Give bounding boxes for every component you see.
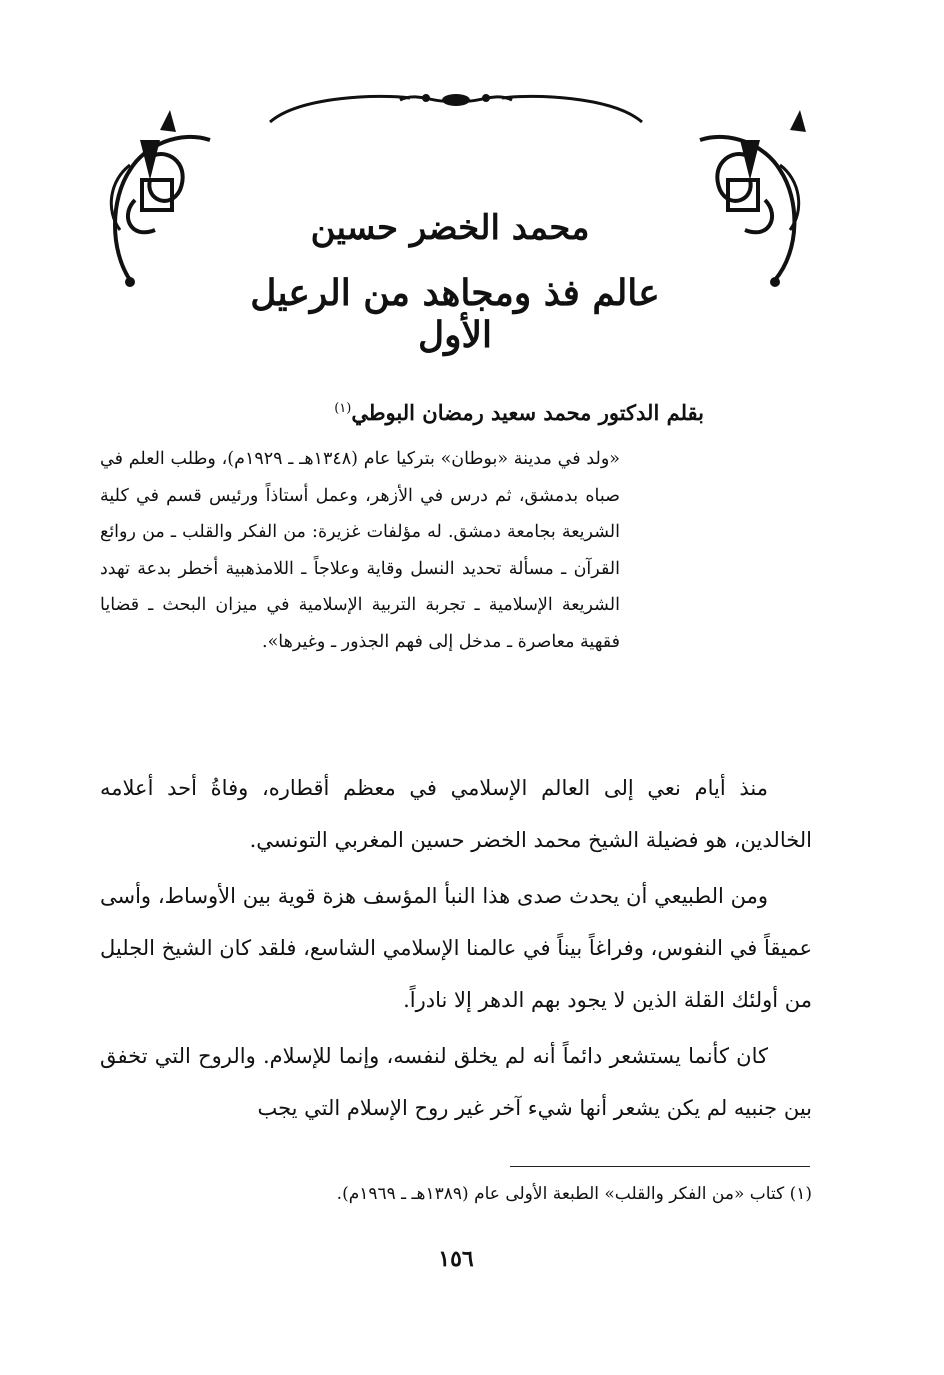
right-corner-ornament (660, 110, 810, 290)
title-line-2: عالم فذ ومجاهد من الرعيل الأول (250, 272, 660, 356)
author-bio: «ولد في مدينة «بوطان» بتركيا عام (١٣٤٨هـ ـ ١٩٢٩م)، وطلب العلم في صباه بدمشق، ثم درس في الأزهر، وعمل أستاذاً ورئيس قسم في كلية الشريعة بجامعة دمشق. له مؤلفات غزيرة: من الفكر والقلب ـ من روائع القرآن ـ مسألة تحديد النسل وقاية وعلاجاً ـ اللامذهبية أخطر بدعة تهدد الشريعة الإسلامية ـ تجربة التربية الإسلامية في ميزان البحث ـ قضايا فقهية معاصرة ـ مدخل إلى فهم الجذور ـ وغيرها». (100, 449, 620, 652)
title-line-1: محمد الخضر حسين (310, 208, 590, 248)
footnote-rule (510, 1166, 810, 1167)
author-byline (204, 400, 704, 425)
top-ornament (260, 88, 652, 128)
byline-text: بقلم الدكتور محمد سعيد رمضان البوطي (351, 400, 704, 425)
left-corner-ornament (100, 110, 220, 290)
page-number: ١٥٦ (438, 1246, 474, 1272)
body-paragraph-1: منذ أيام نعي إلى العالم الإسلامي في معظم أقطاره، وفاةُ أحد أعلامه الخالدين، هو فضيلة الشيخ محمد الخضر حسين المغربي التونسي. (100, 776, 812, 852)
footnote: (١) كتاب «من الفكر والقلب» الطبعة الأولى عام (١٣٨٩هـ ـ ١٩٦٩م). (336, 1184, 812, 1204)
body-paragraph-2: ومن الطبيعي أن يحدث صدى هذا النبأ المؤسف هزة قوية بين الأوساط، وأسى عميقاً في النفوس، وفراغاً بيناً في عالمنا الإسلامي الشاسع، فلقد كان الشيخ الجليل من أولئك القلة الذين لا يجود بهم الدهر إلا نادراً. (100, 884, 812, 1012)
byline-footnote-ref: (١) (334, 401, 352, 416)
body-paragraph-3: كان كأنما يستشعر دائماً أنه لم يخلق لنفسه، وإنما للإسلام. والروح التي تخفق بين جنبيه لم يكن يشعر أنها شيء آخر غير روح الإسلام التي يجب (100, 1044, 812, 1120)
